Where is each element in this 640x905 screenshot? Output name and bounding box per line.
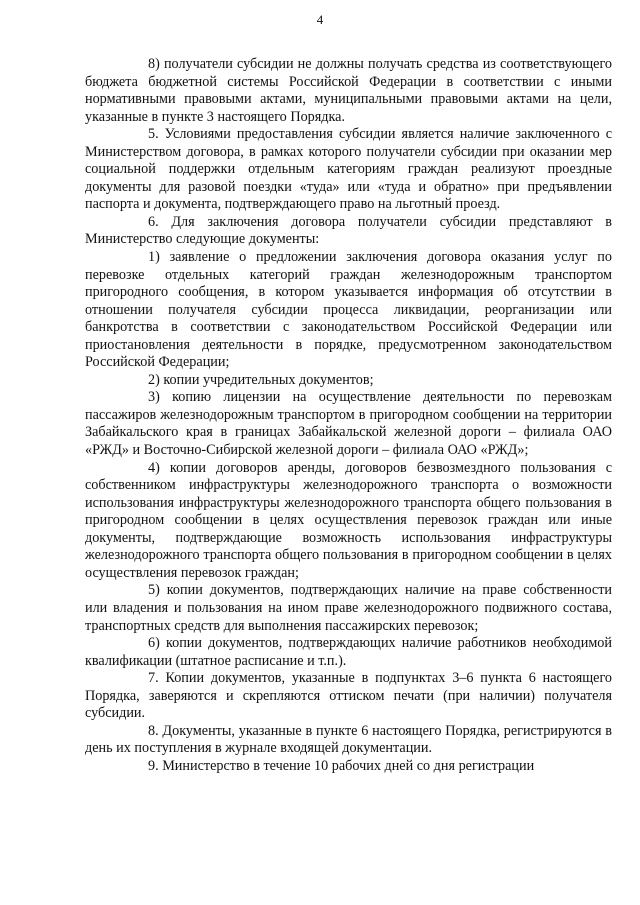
paragraph-7-certification: 7. Копии документов, указанные в подпунктах 3–6 пункта 6 настоящего Порядка, заверяются и скрепляются оттиском печати (при наличии) получателя субсидии.: [85, 670, 612, 722]
list-item-1-application: 1) заявление о предложении заключения договора оказания услуг по перевозке отдельных категорий граждан железнодорожным транспортом пригородного сообщения, в котором указывается информация об отсутствии в отношении получателя субсидии процесса ликвидации, реорганизации или банкротства в соответствии с законодательством Российской Федерации или приостановления деятельности в порядке, предусмотренном законодательством Российской Федерации;: [85, 249, 612, 371]
list-item-5-ownership-docs: 5) копии документов, подтверждающих наличие на праве собственности или владения и пользования на ином праве железнодорожного подвижного состава, транспортных средств для выполнения пассажирских перевозок;: [85, 582, 612, 634]
document-body: [85, 56, 612, 775]
paragraph-8-registration: 8. Документы, указанные в пункте 6 настоящего Порядка, регистрируются в день их поступления в журнале входящей документации.: [85, 722, 612, 757]
list-item-2-founding-docs: 2) копии учредительных документов;: [148, 371, 374, 388]
list-item-6-staff-docs: 6) копии документов, подтверждающих наличие работников необходимой квалификации (штатное расписание и т.п.).: [85, 635, 612, 669]
paragraph-6-documents: 6. Для заключения договора получатели субсидии представляют в Министерство следующие документы:: [85, 213, 612, 248]
page-number: 4: [316, 12, 324, 27]
list-item-4-lease-contracts: 4) копии договоров аренды, договоров безвозмездного пользования с собственником инфраструктуры железнодорожного транспорта о возможности использования инфраструктуры железнодорожного транспорта общего пользования в пригородном сообщении в целях осуществления перевозок граждан или иные документы, подтверждающие возможность использования инфраструктуры железнодорожного транспорта общего пользования в пригородном сообщении в целях осуществления перевозок граждан;: [85, 459, 612, 581]
paragraph-subsidy-condition-8: 8) получатели субсидии не должны получать средства из соответствующего бюджета бюджетной системы Российской Федерации в соответствии с иными нормативными правовыми актами, муниципальными правовыми актами на цели, указанные в пункте 3 настоящего Порядка.: [85, 56, 612, 125]
list-item-3-license: 3) копию лицензии на осуществление деятельности по перевозкам пассажиров железнодорожным транспортом в пригородном сообщении на территории Забайкальского края в границах Забайкальской железной дороги – филиала ОАО «РЖД» и Восточно-Сибирской железной дороги – филиала ОАО «РЖД»;: [85, 389, 612, 459]
paragraph-9-ministry: 9. Министерство в течение 10 рабочих дней со дня регистрации: [148, 757, 535, 774]
paragraph-5-conditions: 5. Условиями предоставления субсидии является наличие заключенного с Министерством договора, в рамках которого получатели субсидии при оказании мер социальной поддержки отдельным категориям граждан реализуют проездные документы для разовой поездки «туда» или «туда и обратно» при предъявлении паспорта и документа, подтверждающего право на льготный проезд.: [85, 126, 612, 213]
